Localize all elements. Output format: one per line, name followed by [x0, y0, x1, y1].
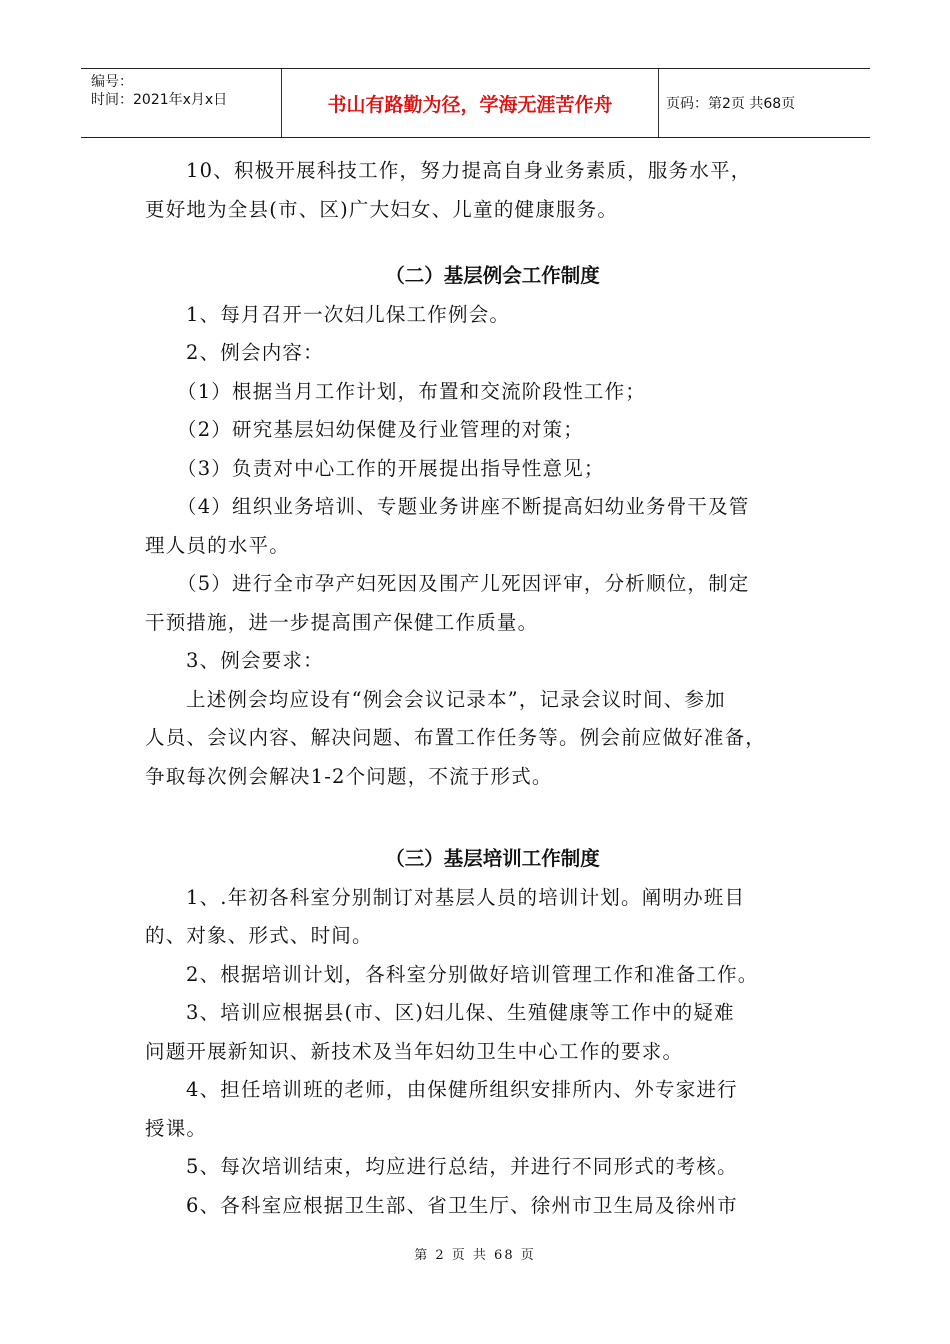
paragraph: 10、积极开展科技工作，努力提高自身业务素质，服务水平，: [186, 159, 752, 182]
paragraph: 理人员的水平。: [145, 533, 290, 557]
paragraph: 1、.年初各科室分别制订对基层人员的培训计划。阐明办班目: [186, 885, 746, 909]
page-footer: 第 2 页 共 68 页: [414, 1248, 536, 1263]
paragraph: 3、例会要求：: [186, 649, 324, 672]
paragraph: 5、每次培训结束，均应进行总结，并进行不同形式的考核。: [186, 1155, 738, 1178]
paragraph: 2、例会内容：: [186, 341, 324, 364]
paragraph: 授课。: [145, 1116, 208, 1140]
paragraph: 更好地为全县(市、区)广大妇女、儿童的健康服务。: [145, 197, 619, 221]
paragraph: 6、各科室应根据卫生部、省卫生厅、徐州市卫生局及徐州市: [186, 1193, 738, 1217]
paragraph: （3）负责对中心工作的开展提出指导性意见；: [177, 456, 605, 480]
header-divider: [658, 69, 659, 137]
paragraph: （2）研究基层妇幼保健及行业管理的对策；: [177, 418, 584, 441]
paragraph: 争取每次例会解决1-2个问题，不流于形式。: [145, 764, 553, 788]
paragraph: 4、担任培训班的老师，由保健所组织安排所内、外专家进行: [186, 1078, 738, 1101]
paragraph: （1）根据当月工作计划，布置和交流阶段性工作；: [177, 379, 647, 403]
paragraph: （4）组织业务培训、专题业务讲座不断提高妇幼业务骨干及管: [177, 495, 750, 518]
paragraph: 3、培训应根据县(市、区)妇儿保、生殖健康等工作中的疑难: [186, 1001, 735, 1024]
section-heading: （二）基层例会工作制度: [385, 264, 600, 287]
document-body: [145, 152, 810, 1225]
paragraph: 1、每月召开一次妇儿保工作例会。: [186, 302, 511, 326]
header-meta-cell: [81, 69, 281, 137]
paragraph: （5）进行全市孕产妇死因及围产儿死因评审，分析顺位，制定: [177, 572, 750, 595]
paragraph: 上述例会均应设有“例会会议记录本”，记录会议时间、参加: [186, 687, 726, 711]
document-header: [81, 68, 870, 138]
paragraph: 问题开展新知识、新技术及当年妇幼卫生中心工作的要求。: [145, 1039, 684, 1063]
paragraph: 人员、会议内容、解决问题、布置工作任务等。例会前应做好准备，: [145, 726, 767, 749]
paragraph: 2、根据培训计划，各科室分别做好培训管理工作和准备工作。: [186, 962, 759, 986]
paragraph: 干预措施，进一步提高围产保健工作质量。: [145, 610, 539, 634]
paragraph: 的、对象、形式、时间。: [145, 924, 373, 947]
header-motto: 书山有路勤为径，学海无涯苦作舟: [327, 93, 613, 116]
date-label: 时间：2021年x月x日: [91, 92, 228, 108]
code-label: 编号：: [91, 74, 133, 90]
header-page-info: 页码：第2页 共68页: [666, 96, 796, 112]
section-heading: （三）基层培训工作制度: [385, 847, 600, 870]
